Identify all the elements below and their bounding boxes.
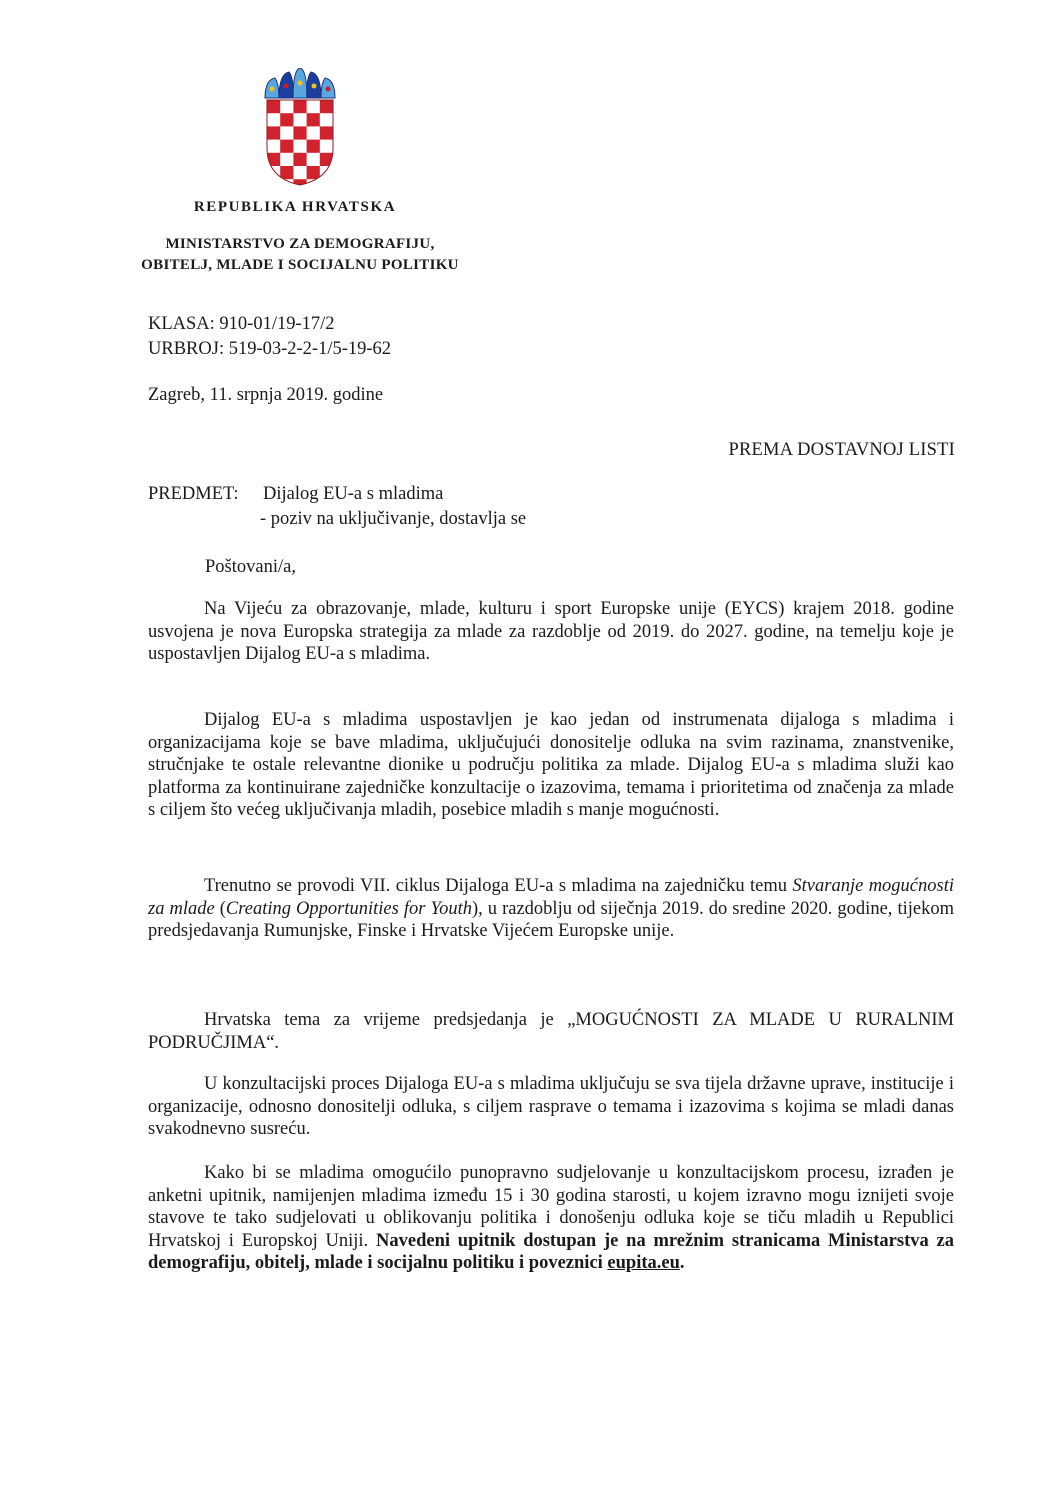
subject-line-2: - poziv na uključivanje, dostavlja se [260, 509, 527, 529]
paragraph-3-italic-english: Creating Opportunities for Youth [225, 898, 472, 919]
eupita-link[interactable]: eupita.eu [607, 1253, 680, 1273]
paragraph-3-part-b: ( [214, 898, 226, 919]
urbroj-reference: URBROJ: 519-03-2-2-1/5-19-62 [148, 339, 392, 359]
paragraph-4: Hrvatska tema za vrijeme predsjedanja je „MOGUĆNOSTI ZA MLADE U RURALNIM PODRUČJIMA“. [148, 1010, 954, 1053]
ministry-name [100, 234, 500, 276]
country-name: REPUBLIKA HRVATSKA [193, 199, 397, 215]
paragraph-3 [148, 875, 954, 943]
paragraph-3-part-c: ), u razdoblju od siječnja 2019. do sredine 2020. godine, tijekom predsjedavanja Rumunjske, Finske i Hrvatske Vijećem Europske unije. [148, 898, 954, 941]
paragraph-2: Dijalog EU-a s mladima uspostavljen je kao jedan od instrumenata dijaloga s mladima i organizacijama koje se bave mladima, uključujući donositelje odluka na svim razinama, znanstvenike, stručnjake te ostale relevantne dionike u području politika za mlade. Dijalog EU-a s mladima služi kao platforma za kontinuirane zajedničke konzultacije o izazovima, temama i prioritetima od značenja za mlade s ciljem što većeg uključivanja mladih, posebice mladih s manje mogućnosti. [148, 710, 954, 820]
paragraph-3-italic-theme: Stvaranje mogućnosti za mlade [148, 876, 954, 919]
paragraph-6-end: . [679, 1253, 685, 1273]
paragraph-5: U konzultacijski proces Dijaloga EU-a s mladima uključuju se sva tijela državne uprave, institucije i organizacije, odnosno donositelji odluka, s ciljem rasprave o temama i izazovima s kojima se mladi danas svakodnevno susreću. [148, 1074, 954, 1139]
paragraph-6-bold: Navedeni upitnik dostupan je na mrežnim stranicama Ministarstva za demografiju, obitelj, mlade i socijalnu politiku i poveznici [148, 1230, 954, 1273]
croatian-coat-of-arms-icon [263, 68, 337, 186]
paragraph-3-part-a: Trenutno se provodi VII. ciklus Dijaloga EU-a s mladima na zajedničku temu [204, 876, 793, 896]
paragraph-6 [148, 1162, 954, 1275]
klasa-reference: KLASA: 910-01/19-17/2 [148, 314, 335, 334]
greeting: Poštovani/a, [205, 557, 296, 577]
letter-date: Zagreb, 11. srpnja 2019. godine [148, 385, 384, 405]
subject-label: PREDMET: [148, 484, 239, 504]
ministry-line-2: OBITELJ, MLADE I SOCIJALNU POLITIKU [141, 257, 459, 273]
paragraph-6-part-a: Kako bi se mladima omogućilo punopravno sudjelovanje u konzultacijskom procesu, izrađen je anketni upitnik, namijenjen mladima između 15 i 30 godina starosti, u kojem izravno mogu iznijeti svoje stavove te tako sudjelovati u oblikovanju politika i donošenju odluka koje se tiču mladih u Republici Hrvatskoj i Europskoj Uniji. [148, 1163, 954, 1251]
subject-block [148, 482, 526, 532]
ministry-line-1: MINISTARSTVO ZA DEMOGRAFIJU, [165, 236, 435, 252]
subject-line-1: Dijalog EU-a s mladima [263, 484, 444, 504]
paragraph-1: Na Vijeću za obrazovanje, mlade, kulturu i sport Europske unije (EYCS) krajem 2018. godine usvojena je nova Europska strategija za mlade za razdoblje od 2019. do 2027. godine, na temelju koje je uspostavljen Dijalog EU-a s mladima. [148, 599, 954, 664]
recipient-line: PREMA DOSTAVNOJ LISTI [728, 440, 955, 460]
